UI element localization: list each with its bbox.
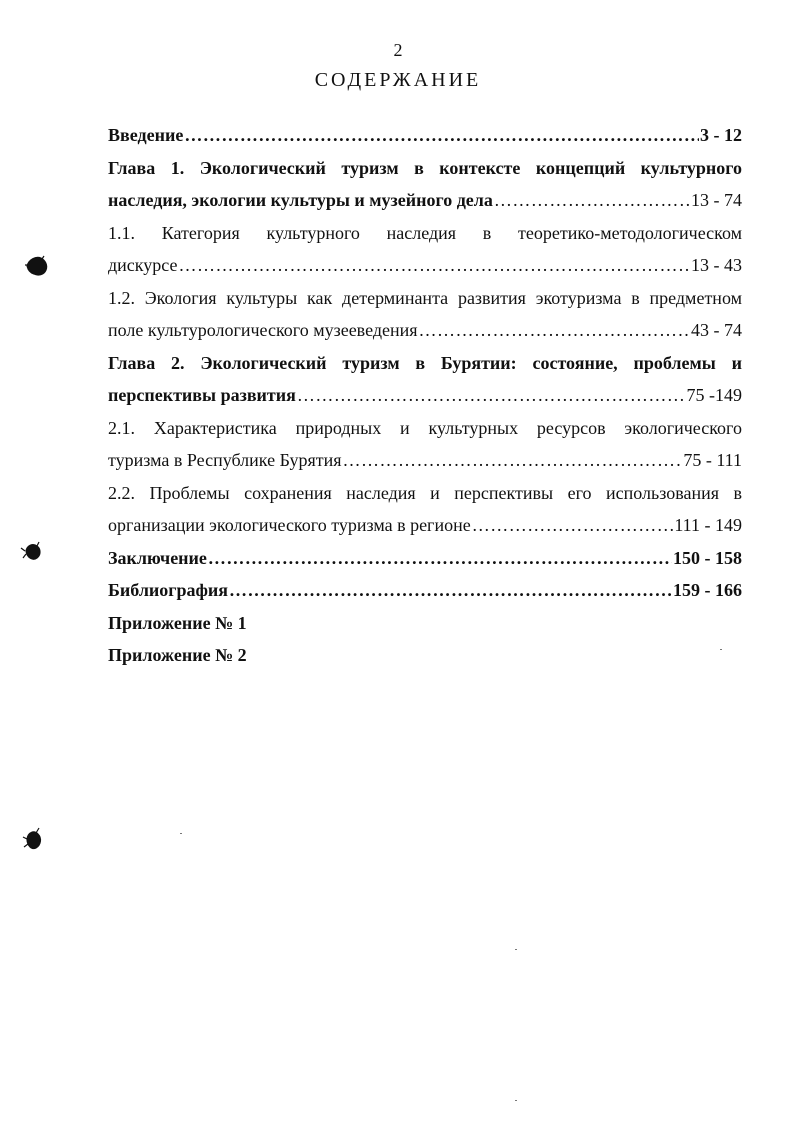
toc-entry-pages: 13 - 74: [691, 190, 742, 210]
toc-entry-chapter2-line2: [108, 379, 742, 412]
table-of-contents: [108, 119, 742, 672]
toc-entry-pages: 159 - 166: [673, 580, 742, 600]
punch-hole-mark: [20, 538, 44, 564]
punch-hole-mark: [24, 254, 50, 278]
toc-entry-appendix-2: Приложение № 2: [108, 645, 247, 665]
page-title: СОДЕРЖАНИЕ: [314, 69, 482, 91]
toc-entry-section11-line1: 1.1. Категория культурного наследия в теоретико-методологическом: [108, 222, 742, 243]
leader-dots: [178, 249, 690, 282]
scan-speck: [515, 949, 517, 950]
leader-dots: [208, 542, 672, 575]
toc-entry-pages: 13 - 43: [691, 255, 742, 275]
toc-entry-appendix-1: Приложение № 1: [108, 612, 247, 633]
toc-entry-section12-line1: 1.2. Экология культуры как детерминанта развития экотуризма в предметном: [108, 287, 742, 308]
toc-entry-chapter1-line1: Глава 1. Экологический туризм в контексте концепций культурного: [108, 157, 742, 178]
toc-entry-bibliography: [108, 574, 742, 607]
leader-dots: [343, 444, 683, 477]
toc-entry-chapter1-line2: [108, 184, 742, 217]
leader-dots: [419, 314, 690, 347]
toc-entry-title: перспективы развития: [108, 385, 296, 405]
toc-entry-pages: 43 - 74: [691, 320, 742, 340]
toc-entry-pages: 3 - 12: [700, 125, 742, 145]
toc-entry-pages: 75 -149: [686, 385, 742, 405]
toc-entry-chapter2-line1: Глава 2. Экологический туризм в Бурятии: состояние, проблемы и: [108, 352, 742, 373]
leader-dots: [494, 184, 690, 217]
toc-entry-title: Библиография: [108, 580, 229, 600]
toc-entry-section21-line2: [108, 444, 742, 477]
toc-entry-section21-line1: 2.1. Характеристика природных и культурных ресурсов экологического: [108, 417, 742, 438]
toc-entry-pages: 111 - 149: [674, 515, 742, 535]
toc-entry-section22-line2: [108, 509, 742, 542]
toc-entry-pages: 150 - 158: [673, 547, 742, 568]
leader-dots: [297, 379, 686, 412]
toc-entry-title: Заключение: [108, 547, 207, 568]
scan-speck: [515, 1100, 517, 1101]
toc-entry-section22-line1: 2.2. Проблемы сохранения наследия и перспективы его использования в: [108, 482, 742, 503]
leader-dots: [229, 574, 672, 607]
toc-entry-title: организации экологического туризма в регионе: [108, 515, 471, 535]
leader-dots: [184, 119, 699, 152]
page-number: 2: [393, 40, 403, 60]
toc-entry-section11-line2: [108, 249, 742, 282]
toc-entry-title: наследия, экологии культуры и музейного дела: [108, 190, 493, 210]
toc-entry-title: поле культурологического музееведения: [108, 320, 418, 340]
scan-speck: [720, 649, 722, 650]
toc-entry-title: Введение: [108, 125, 184, 145]
toc-entry-title: туризма в Республике Бурятия: [108, 450, 342, 470]
punch-hole-mark: [21, 824, 45, 854]
leader-dots: [472, 509, 674, 542]
toc-entry-section12-line2: [108, 314, 742, 347]
scan-speck: [180, 833, 182, 834]
toc-entry-title: дискурсе: [108, 255, 178, 275]
toc-entry-intro: [108, 119, 742, 152]
toc-entry-conclusion: [108, 542, 742, 575]
toc-entry-pages: 75 - 111: [683, 450, 742, 470]
